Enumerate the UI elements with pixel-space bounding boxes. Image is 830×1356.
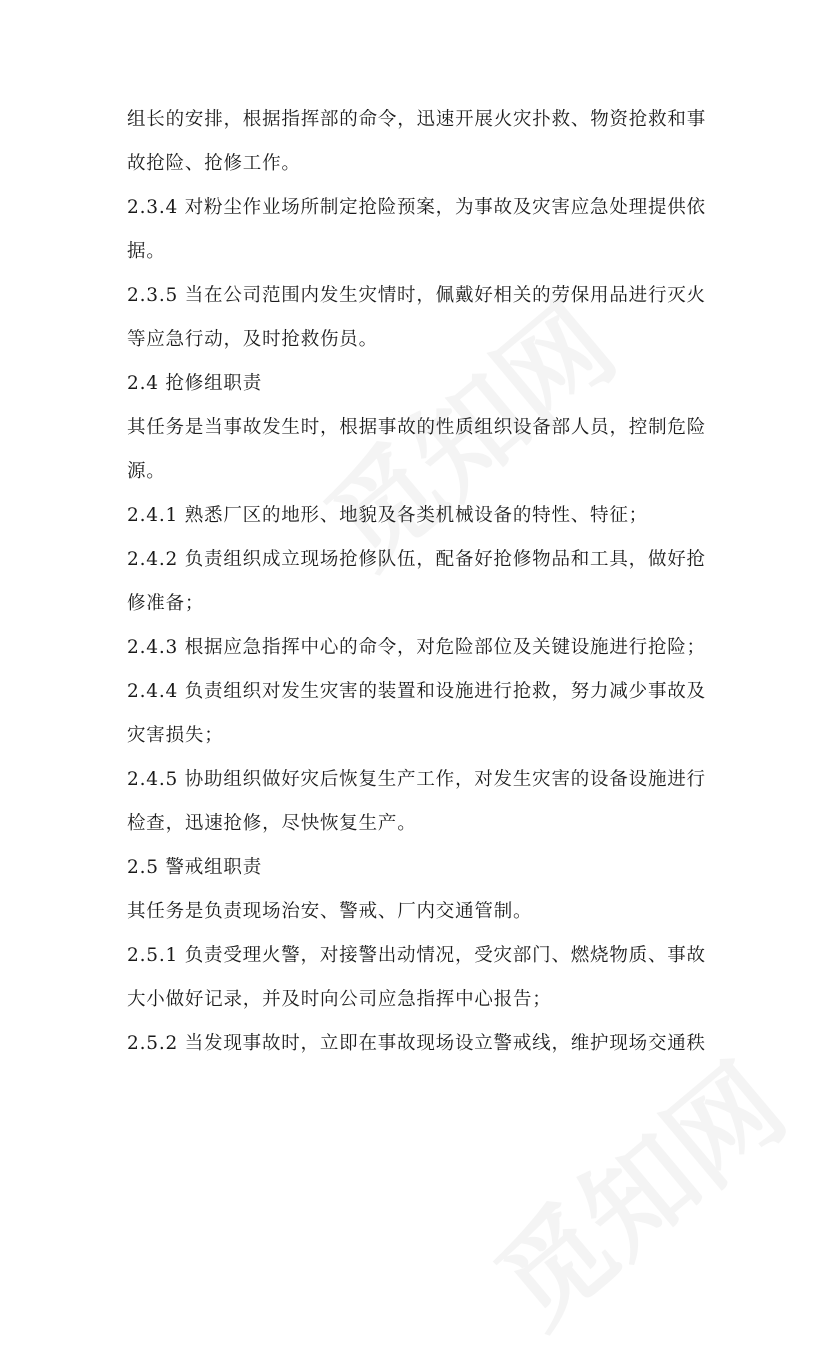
text-line: 2.5.1 负责受理火警，对接警出动情况，受灾部门、燃烧物质、事故 (127, 945, 706, 966)
text-line: 2.5.2 当发现事故时，立即在事故现场设立警戒线，维护现场交通秩 (127, 1033, 706, 1054)
text-line: 修准备； (127, 593, 205, 614)
section-heading: 2.5 警戒组职责 (127, 857, 263, 878)
text-line: 组长的安排，根据指挥部的命令，迅速开展火灾扑救、物资抢救和事 (127, 109, 707, 130)
text-line: 其任务是当事故发生时，根据事故的性质组织设备部人员，控制危险 (127, 417, 707, 438)
text-line: 灾害损失； (127, 725, 224, 746)
text-line: 2.3.4 对粉尘作业场所制定抢险预案，为事故及灾害应急处理提供依 (127, 197, 706, 218)
text-line: 检查，迅速抢修，尽快恢复生产。 (127, 813, 417, 834)
text-line: 2.4.3 根据应急指挥中心的命令，对危险部位及关键设施进行抢险； (127, 637, 706, 658)
text-line: 等应急行动，及时抢救伤员。 (127, 329, 378, 350)
text-line: 其任务是负责现场治安、警戒、厂内交通管制。 (127, 901, 533, 922)
text-line: 2.3.5 当在公司范围内发生灾情时，佩戴好相关的劳保用品进行灭火 (127, 285, 706, 306)
watermark (458, 1022, 812, 1355)
text-line: 源。 (127, 461, 166, 482)
document-body (127, 98, 712, 1066)
text-line: 故抢险、抢修工作。 (127, 153, 301, 174)
text-line: 据。 (127, 241, 166, 262)
text-line: 大小做好记录，并及时向公司应急指挥中心报告； (127, 989, 552, 1010)
text-line: 2.4.4 负责组织对发生灾害的装置和设施进行抢救，努力减少事故及 (127, 681, 706, 702)
section-heading: 2.4 抢修组职责 (127, 373, 263, 394)
text-line: 2.4.5 协助组织做好灾后恢复生产工作，对发生灾害的设备设施进行 (127, 769, 706, 790)
text-line: 2.4.1 熟悉厂区的地形、地貌及各类机械设备的特性、特征； (127, 505, 648, 526)
text-line: 2.4.2 负责组织成立现场抢修队伍，配备好抢修物品和工具，做好抢 (127, 549, 706, 570)
